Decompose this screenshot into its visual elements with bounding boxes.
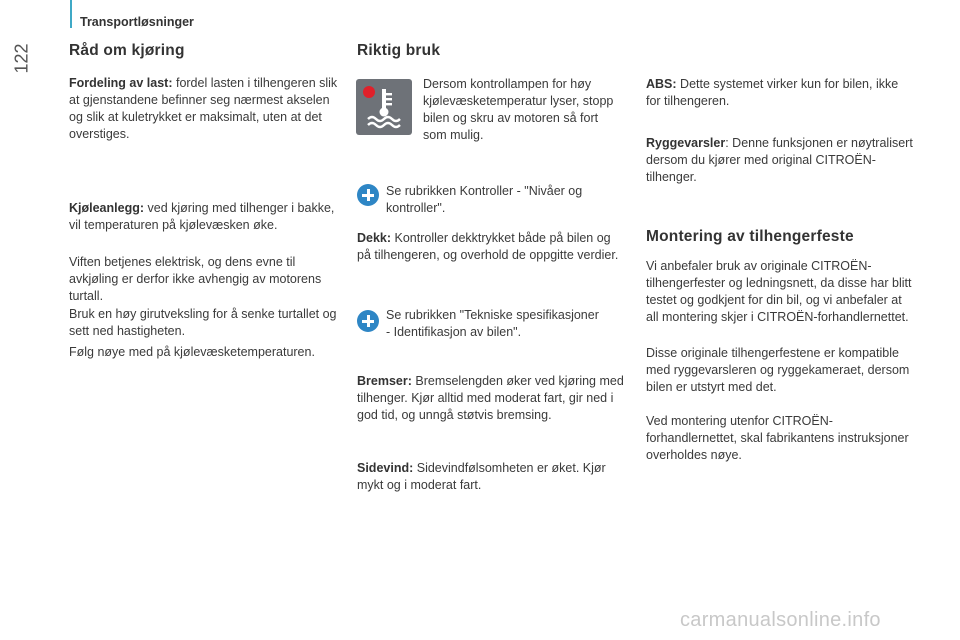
sidebar-accent-line (70, 0, 72, 28)
text-ryggevarsler: : Denne funksjonen er nøytralisert dersom du kjører med original CITROËN-tilhenger. (646, 136, 913, 184)
coolant-temperature-warning-icon (356, 79, 412, 135)
page-number: 122 (11, 43, 32, 74)
heading-riktig-bruk: Riktig bruk (357, 42, 441, 59)
text-fordeling: fordel lasten i tilhengeren slik at gjenstandene befinner seg nærmest akselen og slik at kuletrykket er maksimalt, uten at det overstiges. (69, 76, 338, 141)
heading-montering: Montering av tilhengerfeste (646, 228, 854, 245)
paragraph-dekk (357, 230, 627, 264)
paragraph-reference-kontroller: Se rubrikken Kontroller - "Nivåer og kontroller". (386, 184, 583, 215)
paragraph-abs (646, 76, 916, 110)
text-kjoleanlegg: ved kjøring med tilhenger i bakke, vil temperaturen på kjølevæsken øke. (69, 201, 335, 232)
paragraph-kompatible: Disse originale tilhengerfestene er kompatible med ryggevarsleren og ryggekameraet, dersom bilen er utstyrt med det. (646, 346, 910, 394)
text-bremser: Bremselengden øker ved kjøring med tilhenger. Kjør alltid med moderat fart, gir ned i god tid, og unngå støtvis bremsing. (357, 374, 624, 422)
paragraph-warning: Dersom kontrollampen for høy kjølevæsketemperatur lyser, stopp bilen og skru av motoren så fort som mulig. (423, 77, 614, 142)
label-fordeling: Fordeling av last: (69, 76, 173, 90)
paragraph-montering-utenfor: Ved montering utenfor CITROËN-forhandlernettet, skal fabrikantens instruksjoner overholdes nøye. (646, 414, 909, 462)
paragraph-girutveksling: Bruk en høy girutveksling for å senke turtallet og sett ned hastigheten. (69, 307, 337, 338)
paragraph-reference-tekniske: Se rubrikken "Tekniske spesifikasjoner - Identifikasjon av bilen". (386, 308, 599, 339)
label-abs: ABS: (646, 77, 677, 91)
paragraph-bremser (357, 373, 627, 424)
plus-reference-icon (357, 184, 379, 206)
label-bremser: Bremser: (357, 374, 412, 388)
paragraph-folg: Følg nøye med på kjølevæsketemperaturen. (69, 345, 315, 359)
section-label: Transportløsninger (80, 15, 194, 29)
paragraph-ryggevarsler (646, 135, 916, 186)
label-sidevind: Sidevind: (357, 461, 414, 475)
text-abs: Dette systemet virker kun for bilen, ikke for tilhengeren. (646, 77, 899, 108)
label-kjoleanlegg: Kjøleanlegg: (69, 201, 145, 215)
paragraph-sidevind (357, 460, 627, 494)
paragraph-anbefaler: Vi anbefaler bruk av originale CITROËN-tilhengerfester og ledningsnett, da disse har blitt testet og godkjent for din bil, og vi anbefaler at all montering skjer i CITROËN-forhandlernettet. (646, 259, 912, 324)
text-dekk: Kontroller dekktrykket både på bilen og på tilhengeren, og overhold de oppgitte verdier. (357, 231, 619, 262)
paragraph-fordeling (69, 75, 341, 143)
heading-rad-om-kjoring: Råd om kjøring (69, 42, 185, 59)
paragraph-vifte: Viften betjenes elektrisk, og dens evne til avkjøling er derfor ikke avhengig av motorens turtall. (69, 255, 322, 303)
label-ryggevarsler: Ryggevarsler (646, 136, 726, 150)
watermark: carmanualsonline.info (680, 609, 881, 631)
text-sidevind: Sidevindfølsomheten er øket. Kjør mykt og i moderat fart. (357, 461, 606, 492)
coolant-temperature-warning-graphic (356, 79, 412, 135)
paragraph-kjoleanlegg (69, 200, 341, 234)
plus-reference-icon (357, 310, 379, 332)
label-dekk: Dekk: (357, 231, 392, 245)
